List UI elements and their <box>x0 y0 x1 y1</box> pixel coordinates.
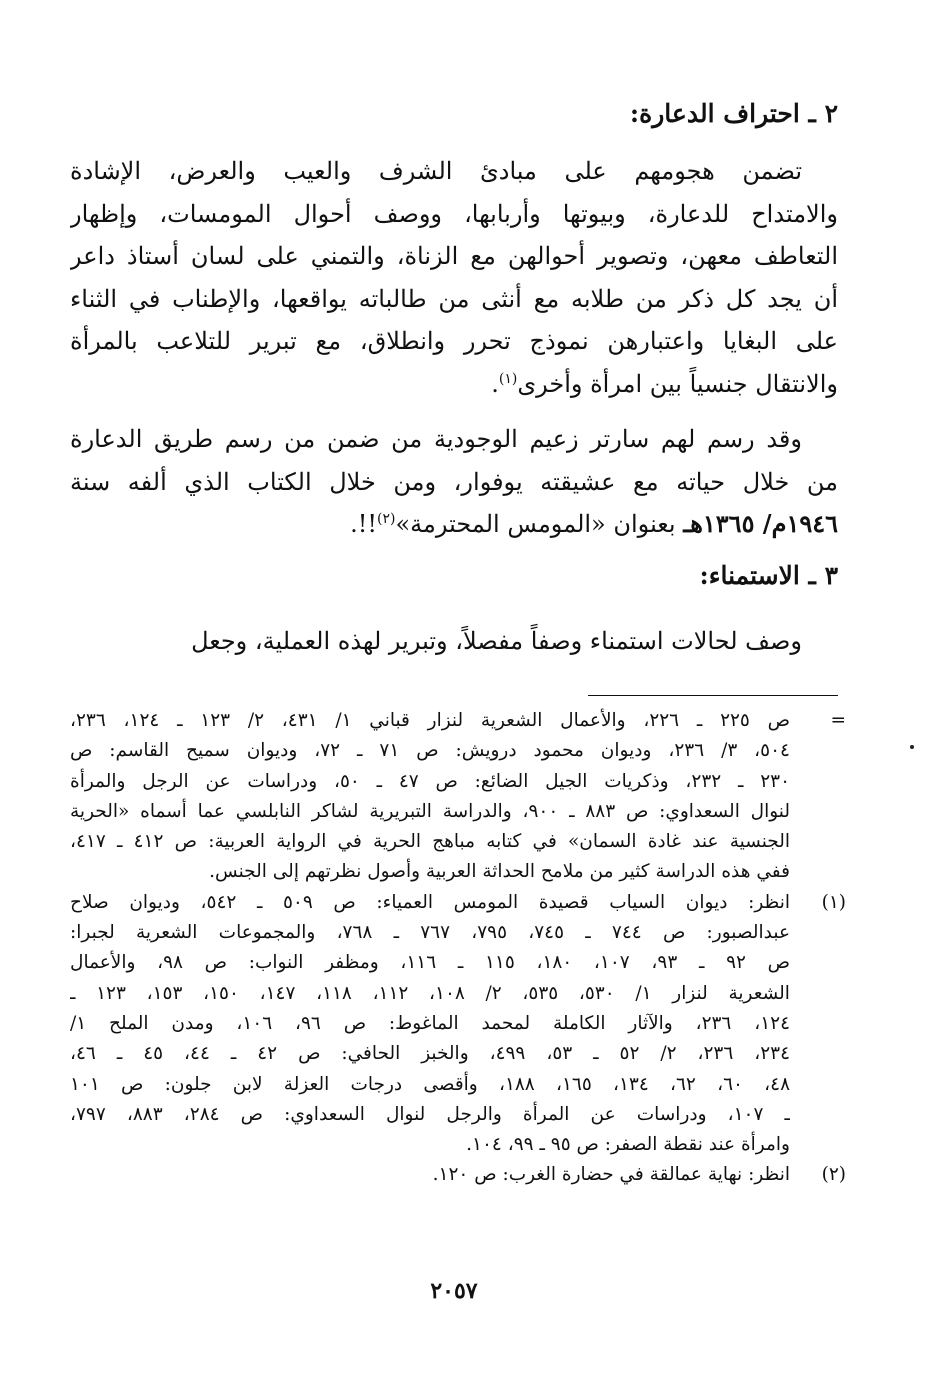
text-run: !!. <box>350 510 378 538</box>
footnote-line: انظر: نهاية عمالقة في حضارة الغرب: ص ١٢٠. <box>432 1164 790 1186</box>
footnote-line: ص ٩٢ ـ ٩٣، ١٠٧، ١٨٠، ١١٥ ـ ١١٦، ومظفر النواب: ص ٩٨، والأعمال <box>70 952 790 974</box>
section-heading-3: ٣ ـ الاستمناء: <box>699 561 838 590</box>
text-line: على البغايا واعتبارهن نموذج تحرر وانطلاق، مع تبرير للتلاعب بالمرأة <box>70 327 838 355</box>
footnote-line: وامرأة عند نقطة الصفر: ص ٩٥ ـ ٩٩، ١٠٤. <box>466 1134 790 1156</box>
text-line: أن يجد كل ذكر من طلابه مع أنثى من طالباته يواقعها، والإطناب في الثناء <box>70 284 838 313</box>
paragraph-2 <box>70 418 838 546</box>
footnote-line: الشعرية لنزار ١/ ٥٣٠، ٥٣٥، ٢/ ١٠٨، ١١٢، ١١٨، ١٤٧، ١٥٠، ١٥٣، ١٢٣ ـ <box>70 982 790 1004</box>
book-page <box>70 0 846 1390</box>
margin-speck <box>910 745 914 749</box>
footnotes <box>70 706 846 1191</box>
footnote-1 <box>70 888 846 1161</box>
footnote-continuation <box>70 706 846 888</box>
footnote-line: ففي هذه الدراسة كثير من ملامح الحداثة العربية وأصول نظرتهم إلى الجنس. <box>209 861 790 883</box>
footnote-line: ٥٠٤، ٣/ ٢٣٦، وديوان محمود درويش: ص ٧١ ـ ٧٢، وديوان سميح القاسم: ص <box>70 740 790 762</box>
footnote-line: ـ ١٠٧، ودراسات عن المرأة والرجل لنوال السعداوي: ص ٢٨٤، ٨٨٣، ٧٩٧، <box>70 1103 790 1125</box>
text-line: وقد رسم لهم سارتر زعيم الوجودية من ضمن من رسم طريق الدعارة <box>70 425 802 453</box>
footnote-line: لنوال السعداوي: ص ٨٨٣ ـ ٩٠٠، والدراسة التبريرية لشاكر النابلسي عما أسماه «الحرية <box>70 800 790 822</box>
footnote-line: ١٢٤، ٢٣٦، والآثار الكاملة لمحمد الماغوط: ص ٩٦، ١٠٦، ومدن الملح ١/ <box>70 1012 790 1034</box>
section-heading-2: ٢ ـ احتراف الدعارة: <box>629 99 838 128</box>
text-line <box>70 503 838 546</box>
text-line <box>70 363 838 406</box>
text-line: وصف لحالات استمناء وصفاً مفصلاً، وتبرير لهذه العملية، وجعل <box>191 627 802 655</box>
footnote-line: ٢٣٤، ٢٣٦، ٢/ ٥٢ ـ ٥٣، ٤٩٩، والخبز الحافي: ص ٤٢ ـ ٤٤، ٤٥ ـ ٤٦، <box>70 1043 790 1065</box>
date-text: ١٩٤٦م/ ١٣٦٥هـ <box>683 509 838 538</box>
footnote-separator <box>588 695 838 696</box>
footnote-marker: (٢) <box>821 1164 846 1186</box>
paragraph-3 <box>70 620 838 663</box>
footnote-line: الجنسية عند غادة السمان» في كتابه مباهج الحرية في الرواية العربية: ص ٤١٢ ـ ٤١٧، <box>70 831 790 853</box>
text-run: والانتقال جنسياً بين امرأة وأخرى <box>517 369 838 398</box>
footnote-ref-2[interactable]: (٢) <box>377 511 396 527</box>
text-line: تضمن هجومهم على مبادئ الشرف والعيب والعرض، الإشادة <box>70 157 802 185</box>
footnote-line: ص ٢٢٥ ـ ٢٢٦، والأعمال الشعرية لنزار قباني ١/ ٤٣١، ٢/ ١٢٣ ـ ١٢٤، ٢٣٦، <box>70 710 790 731</box>
footnote-marker: (١) <box>821 891 846 913</box>
paragraph-1 <box>70 150 838 405</box>
footnote-line: انظر: ديوان السياب قصيدة المومس العمياء: ص ٥٠٩ ـ ٥٤٢، وديوان صلاح <box>70 891 790 913</box>
text-run: بعنوان «المومس المحترمة» <box>395 510 684 538</box>
footnote-line: ٤٨، ٦٠، ٦٢، ١٣٤، ١٦٥، ١٨٨، وأقصى درجات العزلة لابن جلون: ص ١٠١ <box>70 1073 790 1095</box>
text-line: والامتداح للدعارة، وبيوتها وأربابها، ووصف أحوال المومسات، وإظهار <box>70 199 838 228</box>
text-run: . <box>491 369 499 398</box>
footnote-marker: = <box>830 710 846 731</box>
footnote-ref-1[interactable]: (١) <box>498 370 518 387</box>
page-number: ٢٠٥٧ <box>430 1278 478 1304</box>
footnote-line: عبدالصبور: ص ٧٤٤ ـ ٧٤٥، ٧٩٥، ٧٦٧ ـ ٧٦٨، والمجموعات الشعرية لجبرا: <box>70 922 790 944</box>
footnote-line: ٢٣٠ ـ ٢٣٢، وذكريات الجيل الضائع: ص ٤٧ ـ ٥٠، ودراسات عن الرجل والمرأة <box>70 770 790 792</box>
text-line: التعاطف معهن، وتصوير أحوالهن مع الزناة، والتمني على لسان أستاذ داعر <box>70 242 838 270</box>
text-line: من خلال حياته مع عشيقته يوفوار، ومن خلال الكتاب الذي ألفه سنة <box>70 467 838 496</box>
footnote-2 <box>70 1160 846 1190</box>
